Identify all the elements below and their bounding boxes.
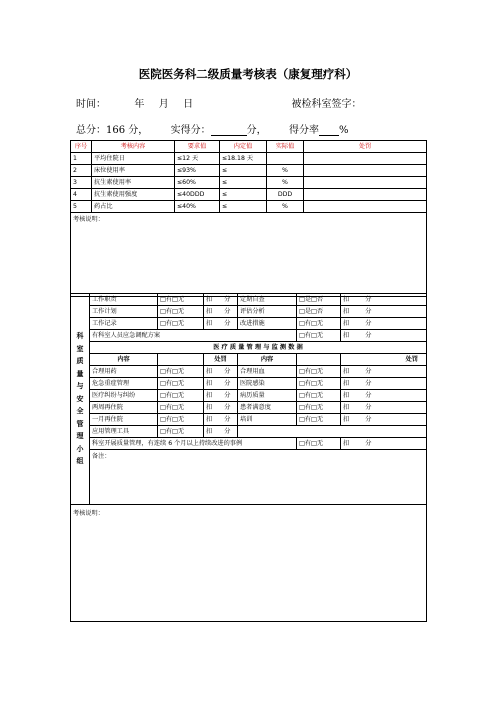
section-title-row	[71, 342, 427, 354]
deduct-cell[interactable]: 扣 分	[204, 318, 238, 330]
have-checkbox[interactable]: □有□无	[158, 414, 204, 426]
table-row	[71, 366, 427, 378]
table-row	[71, 177, 427, 189]
have-checkbox[interactable]: □有□无	[297, 318, 341, 330]
have-checkbox[interactable]: □有□无	[158, 402, 204, 414]
have-checkbox[interactable]: □有□无	[158, 366, 204, 378]
assessment-note-row	[71, 213, 427, 297]
row-required: ≤40DDD	[175, 189, 220, 201]
have-checkbox[interactable]: □有□无	[158, 294, 204, 306]
month-label: 月	[158, 99, 169, 110]
have-checkbox[interactable]: □有□无	[297, 390, 341, 402]
improvement-label: 科室开展质量管理，有连续 6 个月以上持续改进的事例	[90, 438, 297, 450]
signature-label: 被检科室签字：	[291, 99, 362, 110]
table-row	[71, 402, 427, 414]
assessment-note-row	[71, 505, 427, 622]
table-row	[71, 390, 427, 402]
item-label: 两周再住院	[90, 402, 158, 414]
score-unit: 分，	[246, 125, 267, 136]
have-checkbox[interactable]: □有□无	[297, 330, 341, 342]
table-row	[71, 330, 427, 342]
item-label: 培训	[238, 414, 297, 426]
deduct-cell[interactable]: 扣 分	[204, 366, 238, 378]
item-label: 改进措施	[238, 318, 297, 330]
table-row	[71, 438, 427, 450]
assessment-note[interactable]: 考核说明：	[71, 505, 427, 622]
row-required: ≤40%	[175, 201, 220, 213]
row-index: 2	[71, 165, 92, 177]
item-label: 工作职责	[90, 294, 158, 306]
deduct-cell[interactable]: 扣 分	[204, 426, 238, 438]
item-label: 合理用血	[238, 366, 297, 378]
deduct-cell[interactable]: 扣 分	[341, 306, 427, 318]
row-actual[interactable]	[267, 153, 304, 165]
row-content: 平均住院日	[92, 153, 175, 165]
quality-group-side-label: 科 室 质 量 与 安 全 管 理 小 组	[71, 294, 90, 505]
item-label: 医疗纠纷与纠纷	[90, 390, 158, 402]
table-row	[71, 318, 427, 330]
yes-checkbox[interactable]: □是□否	[297, 294, 341, 306]
time-line	[76, 95, 362, 110]
rate-label: 得分率	[289, 125, 320, 136]
deduct-cell[interactable]: 扣 分	[341, 402, 427, 414]
row-internal: ≤	[220, 201, 267, 213]
table-row	[71, 201, 427, 213]
item-label: 合理用药	[90, 366, 158, 378]
yes-checkbox[interactable]: □是□否	[297, 306, 341, 318]
indicator-table	[70, 140, 427, 297]
deduct-cell[interactable]: 扣 分	[341, 330, 427, 342]
row-internal: ≤	[220, 165, 267, 177]
have-checkbox[interactable]: □有□无	[158, 390, 204, 402]
row-index: 5	[71, 201, 92, 213]
row-actual[interactable]: %	[267, 165, 304, 177]
row-penalty[interactable]	[304, 165, 427, 177]
row-content: 床位使用率	[92, 165, 175, 177]
table-row	[71, 189, 427, 201]
row-penalty[interactable]	[304, 177, 427, 189]
row-index: 3	[71, 177, 92, 189]
section-title: 医 疗 质 量 管 理 与 监 测 数 据	[90, 342, 427, 354]
table-row	[71, 414, 427, 426]
col-penalty-header: 处罚	[341, 354, 427, 366]
actual-label: 实得分：	[170, 125, 211, 136]
item-label: 评估分析	[238, 306, 297, 318]
deduct-cell[interactable]: 扣 分	[341, 294, 427, 306]
item-label: 患者满意度	[238, 402, 297, 414]
row-penalty[interactable]	[304, 201, 427, 213]
deduct-cell[interactable]: 扣 分	[341, 378, 427, 390]
col-content-header: 内容	[90, 354, 158, 366]
empty-cell	[238, 426, 427, 438]
deduct-cell[interactable]: 扣 分	[341, 438, 427, 450]
item-label: 定期自查	[238, 294, 297, 306]
table-row	[71, 294, 427, 306]
deduct-cell[interactable]: 扣 分	[204, 378, 238, 390]
have-checkbox[interactable]: □有□无	[297, 378, 341, 390]
row-index: 4	[71, 189, 92, 201]
deduct-cell[interactable]: 扣 分	[204, 414, 238, 426]
row-index: 1	[71, 153, 92, 165]
score-line	[76, 121, 349, 136]
item-label: 一月再住院	[90, 414, 158, 426]
deduct-cell[interactable]: 扣 分	[204, 402, 238, 414]
row-required: ≤12 天	[175, 153, 220, 165]
assessment-note[interactable]: 考核说明：	[71, 213, 427, 297]
remark-field[interactable]: 备注：	[90, 450, 427, 505]
row-content: 抗生素使用率	[92, 177, 175, 189]
row-required: ≤93%	[175, 165, 220, 177]
table-row	[71, 306, 427, 318]
have-checkbox[interactable]: □有□无	[297, 438, 341, 450]
have-checkbox[interactable]: □有□无	[158, 426, 204, 438]
rate-unit: %	[339, 125, 349, 136]
header-internal: 内定值	[220, 141, 267, 153]
have-checkbox[interactable]: □有□无	[297, 414, 341, 426]
row-content: 抗生素使用强度	[92, 189, 175, 201]
header-content: 考核内容	[92, 141, 175, 153]
year-label: 年	[134, 99, 145, 110]
header-penalty: 处罚	[304, 141, 427, 153]
row-penalty[interactable]	[304, 153, 427, 165]
item-label: 病历质量	[238, 390, 297, 402]
time-label: 时间：	[76, 99, 106, 110]
table-row	[71, 378, 427, 390]
col-penalty-header: 处罚	[204, 354, 238, 366]
deduct-cell[interactable]: 扣 分	[341, 366, 427, 378]
row-required: ≤60%	[175, 177, 220, 189]
remark-row	[71, 450, 427, 505]
row-internal: ≤	[220, 177, 267, 189]
day-label: 日	[183, 99, 194, 110]
deduct-cell[interactable]: 扣 分	[341, 318, 427, 330]
row-actual[interactable]: %	[267, 201, 304, 213]
have-checkbox[interactable]: □有□无	[297, 402, 341, 414]
deduct-cell[interactable]: 扣 分	[204, 390, 238, 402]
item-label: 医院感染	[238, 378, 297, 390]
header-required: 要求值	[175, 141, 220, 153]
row-internal: ≤	[220, 189, 267, 201]
deduct-cell[interactable]: 扣 分	[341, 414, 427, 426]
table-row	[71, 153, 427, 165]
column-header-row	[71, 354, 427, 366]
row-penalty[interactable]	[304, 189, 427, 201]
have-checkbox[interactable]: □有□无	[158, 306, 204, 318]
emergency-plan-label: 有科室人员应急调配方案	[90, 330, 297, 342]
indicator-header-row	[71, 141, 427, 153]
deduct-cell[interactable]: 扣 分	[204, 294, 238, 306]
deduct-cell[interactable]: 扣 分	[204, 306, 238, 318]
page-title: 医院医务科二级质量考核表（康复理疗科）	[138, 67, 358, 81]
have-checkbox[interactable]: □有□无	[158, 318, 204, 330]
item-label: 危急重症管理	[90, 378, 158, 390]
item-label: 应用管理工具	[90, 426, 158, 438]
table-row	[71, 165, 427, 177]
deduct-cell[interactable]: 扣 分	[341, 390, 427, 402]
item-label: 工作计划	[90, 306, 158, 318]
row-content: 药占比	[92, 201, 175, 213]
item-label: 工作记录	[90, 318, 158, 330]
quality-group-table	[70, 293, 427, 622]
header-index: 序号	[71, 141, 92, 153]
total-label: 总分：166 分，	[76, 125, 149, 136]
rate-blank[interactable]	[319, 135, 339, 136]
have-checkbox[interactable]: □有□无	[297, 366, 341, 378]
table-row	[71, 426, 427, 438]
row-actual[interactable]: DDD	[267, 189, 304, 201]
col-content-header: 内容	[238, 354, 297, 366]
row-actual[interactable]: %	[267, 177, 304, 189]
row-internal: ≤18.18 天	[220, 153, 267, 165]
have-checkbox[interactable]: □有□无	[158, 378, 204, 390]
header-actual: 实际值	[267, 141, 304, 153]
actual-score-blank[interactable]	[211, 135, 247, 136]
